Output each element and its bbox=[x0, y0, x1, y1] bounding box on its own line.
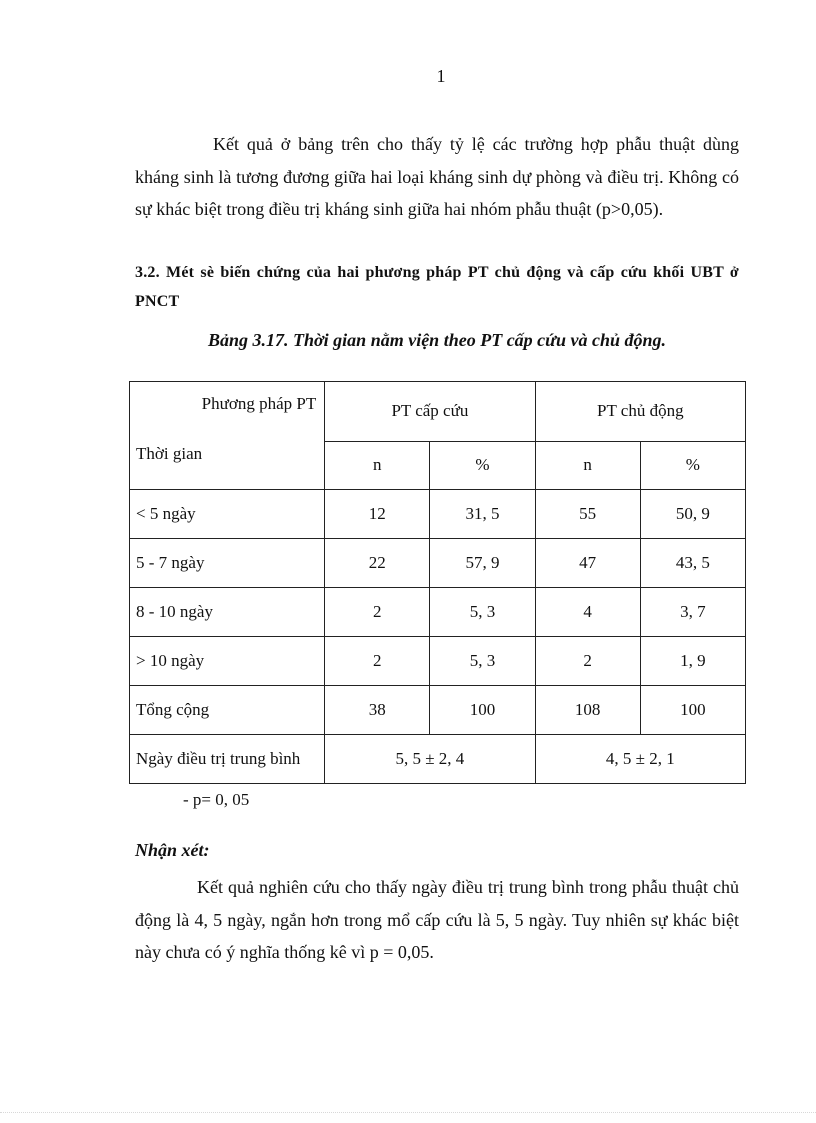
subheader-percent: % bbox=[430, 441, 535, 489]
table-row bbox=[130, 588, 746, 637]
table-cell: 50, 9 bbox=[640, 490, 745, 539]
table-cell: 1, 9 bbox=[640, 637, 745, 686]
row-label: 8 - 10 ngày bbox=[130, 588, 325, 637]
corner-header-time: Thời gian bbox=[136, 444, 203, 463]
corner-header-cell bbox=[130, 382, 325, 490]
table-cell: 5, 3 bbox=[430, 588, 535, 637]
row-label: Tổng cộng bbox=[130, 686, 325, 735]
row-label: 5 - 7 ngày bbox=[130, 539, 325, 588]
table-cell: 5, 3 bbox=[430, 637, 535, 686]
table-cell: 2 bbox=[325, 637, 430, 686]
row-label: < 5 ngày bbox=[130, 490, 325, 539]
table-cell: 22 bbox=[325, 539, 430, 588]
table-cell: 4 bbox=[535, 588, 640, 637]
table-header-row bbox=[130, 382, 746, 442]
table-cell: 108 bbox=[535, 686, 640, 735]
table-row bbox=[130, 539, 746, 588]
table-cell: 3, 7 bbox=[640, 588, 745, 637]
table-row bbox=[130, 490, 746, 539]
table-cell: 2 bbox=[535, 637, 640, 686]
table-cell: 12 bbox=[325, 490, 430, 539]
page-number: 1 bbox=[436, 66, 446, 86]
subheader-n: n bbox=[535, 441, 640, 489]
corner-header-method: Phương pháp PT bbox=[201, 394, 317, 413]
table-cell: 31, 5 bbox=[430, 490, 535, 539]
paragraph-antibiotic-result: Kết quả ở bảng trên cho thấy tỷ lệ các trường hợp phẫu thuật dùng kháng sinh là tương đương giữa hai loại kháng sinh dự phòng và điều trị. Không có sự khác biệt trong điều trị kháng sinh giữa hai nhóm phẫu thuật (p>0,05). bbox=[135, 134, 739, 219]
table-cell: 38 bbox=[325, 686, 430, 735]
page-bottom-divider bbox=[0, 1112, 816, 1113]
table-cell: 47 bbox=[535, 539, 640, 588]
table-cell: 100 bbox=[640, 686, 745, 735]
table-cell: 2 bbox=[325, 588, 430, 637]
table-row bbox=[130, 637, 746, 686]
paragraph-remark: Kết quả nghiên cứu cho thấy ngày điều trị trung bình trong phẫu thuật chủ động là 4, 5 ngày, ngắn hơn trong mổ cấp cứu là 5, 5 ngày. Tuy nhiên sự khác biệt này chưa có ý nghĩa thống kê vì p = 0,05. bbox=[135, 877, 739, 962]
table-cell: 43, 5 bbox=[640, 539, 745, 588]
table-caption: Bảng 3.17. Thời gian nằm viện theo PT cấp cứu và chủ động. bbox=[208, 330, 666, 350]
table-cell: 55 bbox=[535, 490, 640, 539]
hospital-stay-table bbox=[129, 381, 746, 784]
table-cell: 57, 9 bbox=[430, 539, 535, 588]
subheader-n: n bbox=[325, 441, 430, 489]
remark-title: Nhận xét: bbox=[135, 840, 210, 860]
header-emergency-surgery: PT cấp cứu bbox=[325, 382, 535, 442]
table-mean-row bbox=[130, 735, 746, 784]
row-label: > 10 ngày bbox=[130, 637, 325, 686]
mean-elective-cell: 4, 5 ± 2, 1 bbox=[535, 735, 745, 784]
header-elective-surgery: PT chủ động bbox=[535, 382, 745, 442]
table-cell: 100 bbox=[430, 686, 535, 735]
subheader-percent: % bbox=[640, 441, 745, 489]
row-label: Ngày điều trị trung bình bbox=[130, 735, 325, 784]
section-heading: 3.2. Mét sè biến chứng của hai phương pháp PT chủ động và cấp cứu khối UBT ở PNCT bbox=[135, 264, 739, 310]
p-value-note: - p= 0, 05 bbox=[183, 790, 250, 809]
table-total-row bbox=[130, 686, 746, 735]
mean-emergency-cell: 5, 5 ± 2, 4 bbox=[325, 735, 535, 784]
